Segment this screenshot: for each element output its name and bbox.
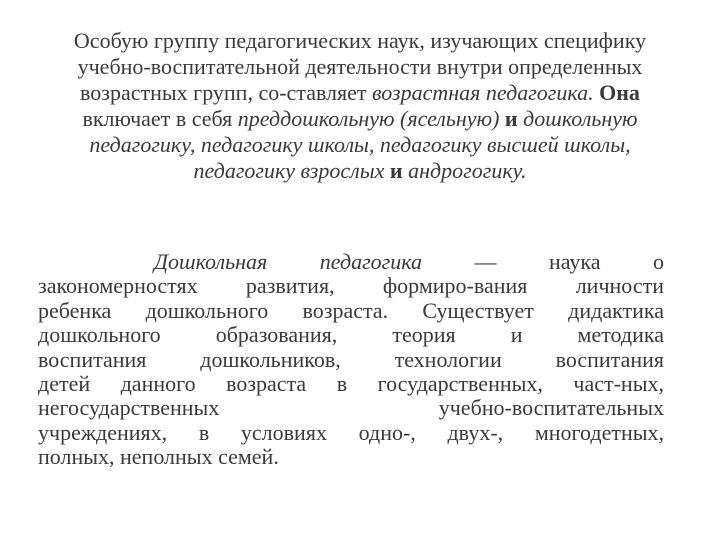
conjunction-and: и (504, 106, 518, 131)
paragraph-line (38, 250, 664, 274)
term-list: дошкольную педагогику, педагогику школы, педагогику высшей школы, педагогику взрослых (89, 106, 638, 183)
paragraph-line: ребенка дошкольного возраста. Существует дидактика (38, 297, 664, 323)
preschool-pedagogy-paragraph (38, 250, 664, 470)
paragraph-line: полных, неполных семей. (38, 444, 279, 470)
paragraph-line: негосударственных учебно-воспитательных (38, 395, 664, 421)
paragraph-line: детей данного возраста в государственных, част-ных, (38, 371, 664, 397)
includes-text: включает в себя (82, 106, 238, 131)
paragraph-line: воспитания дошкольников, технологии воспитания (38, 346, 664, 372)
definition-start: — наука о (422, 249, 664, 274)
term-preschool-nursery: преддошкольную (ясельную) (237, 106, 500, 131)
conjunction-and: и (389, 158, 403, 183)
term-preschool-pedagogy: Дошкольная педагогика (154, 249, 422, 274)
term-age-pedagogy: возрастная педагогика. (372, 80, 594, 105)
paragraph-line: учреждениях, в условиях одно-, двух-, многодетных, (38, 419, 664, 445)
term-andragogy: андрогогику. (408, 158, 527, 183)
intro-text: Особую группу педагогических наук, изучающих специфику учебно-воспитательной деятельности внутри определенных возрастных групп, со-ставляет (73, 28, 647, 105)
pronoun-ona: Она (599, 80, 640, 105)
paragraph-line: закономерностях развития, формиро-вания личности (38, 273, 664, 299)
paragraph-line: дошкольного образования, теория и методика (38, 322, 664, 348)
intro-paragraph (40, 28, 680, 184)
